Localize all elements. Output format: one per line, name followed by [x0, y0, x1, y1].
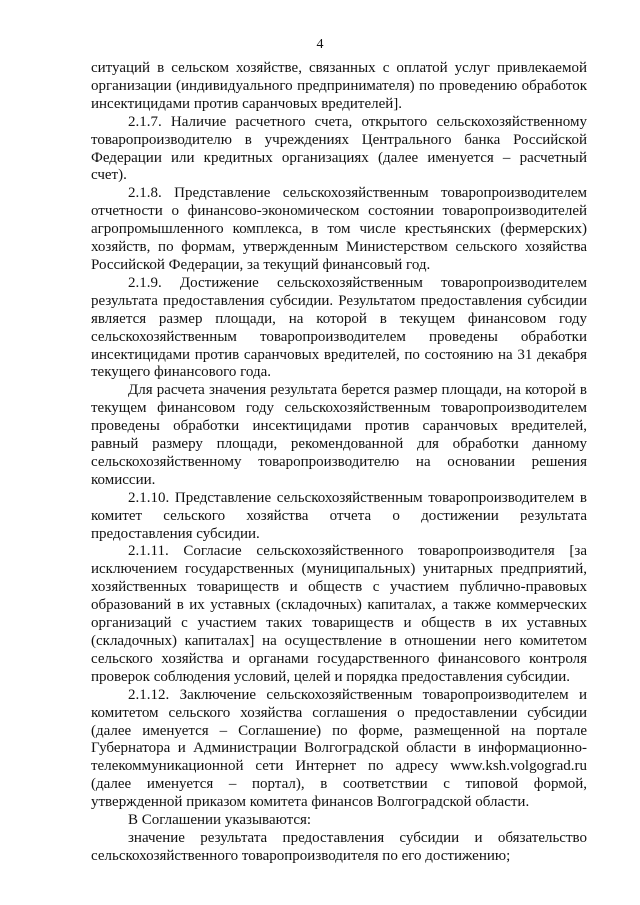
paragraph-agreement-intro: В Соглашении указываются:	[128, 812, 312, 829]
paragraph-continuation: ситуаций в сельском хозяйстве, связанных с оплатой услуг привлекаемой организации (индивидуального предпринимателя) по проведению обработок инсектицидами против саранчовых вредителей].	[91, 60, 587, 112]
paragraph-2-1-9: 2.1.9. Достижение сельскохозяйственным товаропроизводителем результата предоставления субсидии. Результатом предоставления субсидии является размер площади, на которой в текущем финансовом году сельскохозяйственным товаропроизводителем проведены обработки инсектицидами против саранчовых вредителей, по состоянию на 31 декабря текущего финансового года.	[91, 274, 587, 381]
paragraph-result-calculation: Для расчета значения результата берется размер площади, на которой в текущем финансовом году сельскохозяйственным товаропроизводителем проведены обработки инсектицидами против саранчовых вредителей, равный размеру площади, рекомендованной для обработки данному сельскохозяйственному товаропроизводителю на основании решения комиссии.	[91, 382, 587, 488]
paragraph-agreement-item: значение результата предоставления субсидии и обязательство сельскохозяйственного товаропроизводителя по его достижению;	[91, 829, 587, 864]
paragraph-2-1-8: 2.1.8. Представление сельскохозяйственным товаропроизводителем отчетности о финансово-экономическом состоянии товаропроизводителей агропромышленного комплекса, в том числе крестьянских (фермерских) хозяйств, по формам, утвержденным Министерством сельского хозяйства Российской Федерации, за текущий финансовый год.	[91, 185, 587, 273]
paragraph-2-1-7: 2.1.7. Наличие расчетного счета, открытого сельскохозяйственному товаропроизводителю в учреждениях Центрального банка Российской Федерации или кредитных организациях (далее именуется – расчетный счет).	[91, 113, 587, 184]
paragraph-2-1-11: 2.1.11. Согласие сельскохозяйственного товаропроизводителя [за исключением государственных (муниципальных) унитарных предприятий, хозяйственных товариществ и обществ с участием публично-правовых образований в их уставных (складочных) капиталах, а также коммерческих организаций с участием таких товариществ и обществ в их уставных (складочных) капиталах] на осуществление в отношении него комитетом сельского хозяйства и органами государственного финансового контроля проверок соблюдения условий, целей и порядка предоставления субсидии.	[91, 543, 587, 685]
paragraph-2-1-12: 2.1.12. Заключение сельскохозяйственным товаропроизводителем и комитетом сельского хозяйства соглашения о предоставлении субсидии (далее именуется – Соглашение) по форме, размещенной на портале Губернатора и Администрации Волгоградской области в информационно-телекоммуникационной сети Интернет по адресу www.ksh.volgograd.ru (далее именуется – портал), в соответствии с типовой формой, утвержденной приказом комитета финансов Волгоградской области.	[91, 686, 587, 811]
page-number: 4	[316, 37, 324, 52]
paragraph-2-1-10: 2.1.10. Представление сельскохозяйственным товаропроизводителем в комитет сельского хозяйства отчета о достижении результата предоставления субсидии.	[91, 489, 587, 542]
